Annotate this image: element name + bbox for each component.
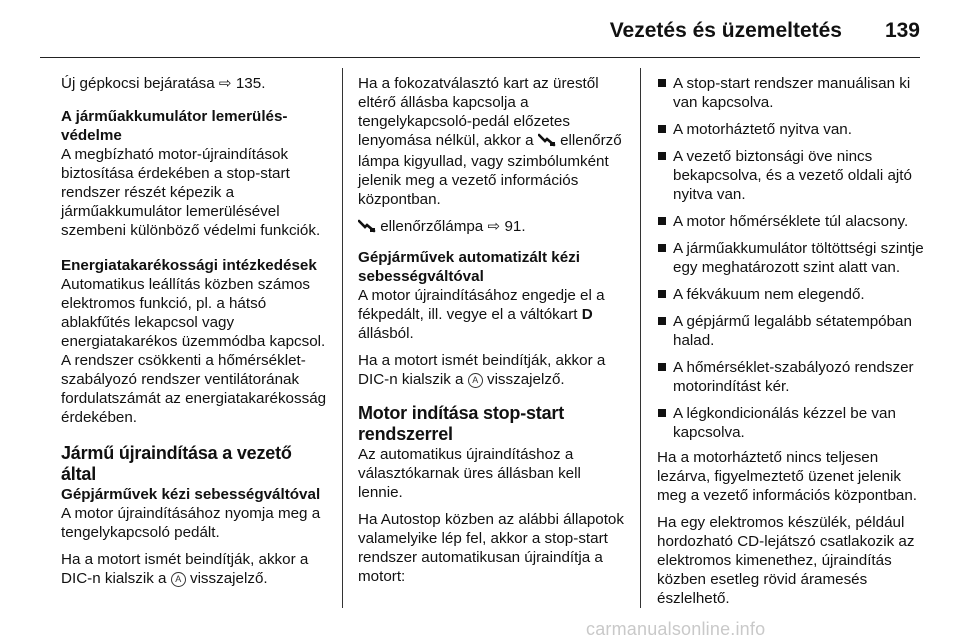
column-divider-2	[640, 68, 641, 608]
bullet-square-icon	[658, 125, 666, 133]
column-2	[358, 74, 626, 594]
bullet-square-icon	[658, 217, 666, 225]
list-item: A motorháztető nyitva van.	[657, 120, 925, 139]
watermark: carmanualsonline.info	[586, 619, 766, 639]
driver-restart-heading: Jármű újraindítása a vezető által	[61, 443, 292, 484]
page-number: 139	[884, 19, 920, 42]
bullet-square-icon	[658, 290, 666, 298]
stop-start-heading: Motor indítása stop-start rendszerrel	[358, 403, 565, 444]
automated-transmission-heading: Gépjárművek automatizált kézi sebességváltóval	[358, 249, 580, 285]
autostop-indicator-icon: A	[171, 572, 186, 587]
column-divider-1	[342, 68, 343, 608]
energy-saving-heading: Energiatakarékossági intézkedések	[61, 257, 317, 274]
bullet-square-icon	[658, 152, 666, 160]
page-reference-link[interactable]: 91.	[504, 218, 526, 235]
energy-saving-text: Automatikus leállítás közben számos elektromos funkció, pl. a hátsó ablakfűtés lekapcsol vagy energiatakarékos üzemmódba kapcsol. A rendszer csökkenti a hőmérséklet-szabályozó rendszer ventilátorának fordulatszámát az energiatakarékosság érdekében.	[61, 276, 327, 426]
stop-start-text: Az automatikus újraindításhoz a választókarnak üres állásban kell lennie.	[358, 446, 581, 501]
list-item: A járműakkumulátor töltöttségi szintje egy meghatározott szint alatt van.	[657, 239, 925, 277]
clutch-pedal-icon	[538, 133, 556, 152]
bullet-square-icon	[658, 79, 666, 87]
battery-protection-heading: A járműakkumulátor lemerülés-védelme	[61, 108, 288, 144]
bullet-square-icon	[658, 363, 666, 371]
list-item: A légkondicionálás kézzel be van kapcsolva.	[657, 404, 925, 442]
gear-lever-text: Ha a fokozatválasztó kart az ürestől eltérő állásba kapcsolja a tengelykapcsoló-pedál előzetes lenyomása nélkül, akkor a ellenőrző lámpa kigyullad, vagy szimbólumként jelenik meg a vezető információs központban.	[358, 75, 622, 208]
list-item: A vezető biztonsági öve nincs bekapcsolva, és a vezető oldali ajtó nyitva van.	[657, 147, 925, 204]
manual-transmission-heading: Gépjárművek kézi sebességváltóval	[61, 486, 321, 503]
column-1	[61, 74, 329, 596]
manual-transmission-text: A motor újraindításához nyomja meg a tengelykapcsoló pedált.	[61, 505, 321, 541]
autostop-indicator-icon: A	[468, 373, 483, 388]
reference-arrow-icon: ⇨	[487, 218, 501, 235]
list-item: A gépjármű legalább sétatempóban halad.	[657, 312, 925, 350]
list-item: A motor hőmérséklete túl alacsony.	[657, 212, 925, 231]
hood-warning-text: Ha a motorháztető nincs teljesen lezárva, figyelmeztető üzenet jelenik meg a vezető információs központban.	[657, 449, 918, 504]
page-header	[0, 0, 960, 56]
list-item: A fékvákuum nem elegendő.	[657, 285, 925, 304]
autostop-conditions-intro: Ha Autostop közben az alábbi állapotok valamelyike lép fel, akkor a stop-start rendszer automatikusan újraindítja a motort:	[358, 511, 624, 585]
header-divider	[40, 57, 920, 58]
dic-indicator-text: Ha a motort ismét beindítják, akkor a DIC-n kialszik a A visszajelző.	[358, 352, 606, 388]
list-item: A stop-start rendszer manuálisan ki van kapcsolva.	[657, 74, 925, 112]
restart-conditions-list	[657, 74, 925, 442]
break-in-reference: Új gépkocsi bejáratása ⇨ 135.	[61, 75, 266, 92]
bullet-square-icon	[658, 244, 666, 252]
column-3	[657, 74, 925, 616]
electric-device-text: Ha egy elektromos készülék, például hordozható CD-lejátszó csatlakozik az elektromos kimenethez, újraindítás közben esetleg rövid áramesés észlelhető.	[657, 514, 915, 607]
bullet-square-icon	[658, 317, 666, 325]
list-item: A hőmérséklet-szabályozó rendszer motorindítást kér.	[657, 358, 925, 396]
automated-transmission-text: A motor újraindításához engedje el a fékpedált, ill. vegye el a váltókart D állásból.	[358, 287, 605, 342]
dic-indicator-text: Ha a motort ismét beindítják, akkor a DIC-n kialszik a A visszajelző.	[61, 551, 309, 587]
control-lamp-reference: ellenőrzőlámpa ⇨ 91.	[358, 217, 626, 238]
clutch-pedal-icon	[358, 219, 376, 238]
battery-protection-text: A megbízható motor-újraindítások biztosítása érdekében a stop-start rendszer részét képezik a járműakkumulátor lemerülésével szembeni különböző védelmi funkciók.	[61, 146, 321, 239]
reference-arrow-icon: ⇨	[218, 75, 232, 92]
bullet-square-icon	[658, 409, 666, 417]
page-header-title: Vezetés és üzemeltetés	[609, 19, 842, 42]
page-reference-link[interactable]: 135.	[235, 75, 266, 92]
